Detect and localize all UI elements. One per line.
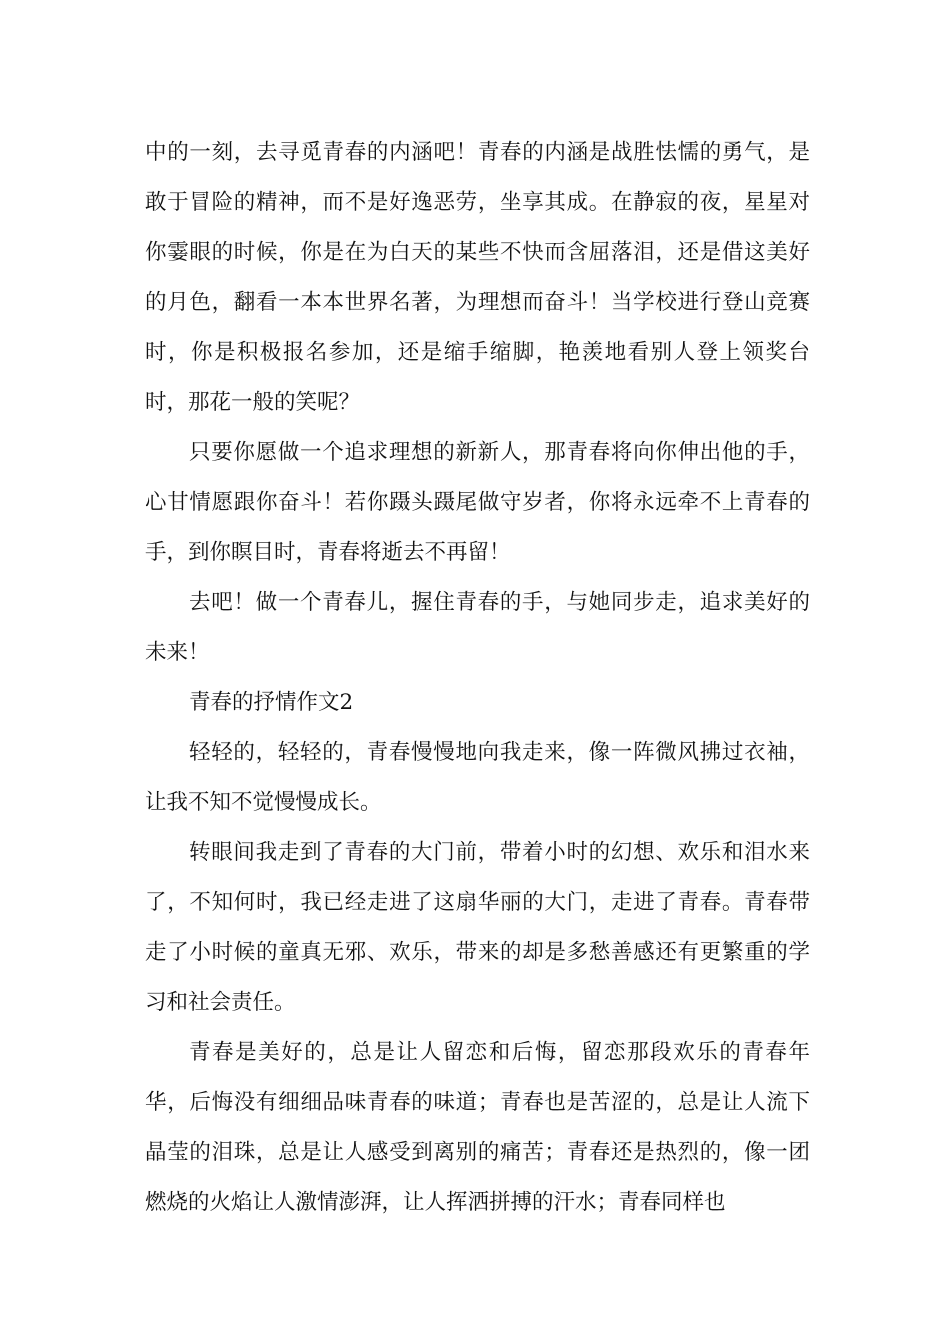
paragraph: 中的一刻，去寻觅青春的内涵吧！青春的内涵是战胜怯懦的勇气，是敢于冒险的精神，而不是好逸恶劳，坐享其成。在静寂的夜，星星对你霎眼的时候，你是在为白天的某些不快而含屈落泪，还是借这美好的月色，翻看一本本世界名著，为理想而奋斗！当学校进行登山竞赛时，你是积极报名参加，还是缩手缩脚，艳羡地看别人登上领奖台时，那花一般的笑呢？ (145, 140, 810, 415)
section-heading: 青春的抒情作文2 (189, 690, 354, 715)
paragraph: 轻轻的，轻轻的，青春慢慢地向我走来，像一阵微风拂过衣袖，让我不知不觉慢慢成长。 (145, 740, 810, 815)
paragraph: 转眼间我走到了青春的大门前，带着小时的幻想、欢乐和泪水来了，不知何时，我已经走进了这扇华丽的大门，走进了青春。青春带走了小时候的童真无邪、欢乐，带来的却是多愁善感还有更繁重的学习和社会责任。 (145, 840, 810, 1015)
paragraph: 去吧！做一个青春儿，握住青春的手，与她同步走，追求美好的未来！ (145, 590, 810, 665)
paragraph: 只要你愿做一个追求理想的新新人，那青春将向你伸出他的手，心甘情愿跟你奋斗！若你蹑头蹑尾做守岁者，你将永远牵不上青春的手，到你瞑目时，青春将逝去不再留！ (145, 440, 810, 565)
document-body (145, 128, 810, 1228)
paragraph: 青春是美好的，总是让人留恋和后悔，留恋那段欢乐的青春年华，后悔没有细细品味青春的味道；青春也是苦涩的，总是让人流下晶莹的泪珠，总是让人感受到离别的痛苦；青春还是热烈的，像一团燃烧的火焰让人激情澎湃，让人挥洒拼搏的汗水；青春同样也 (145, 1040, 810, 1215)
